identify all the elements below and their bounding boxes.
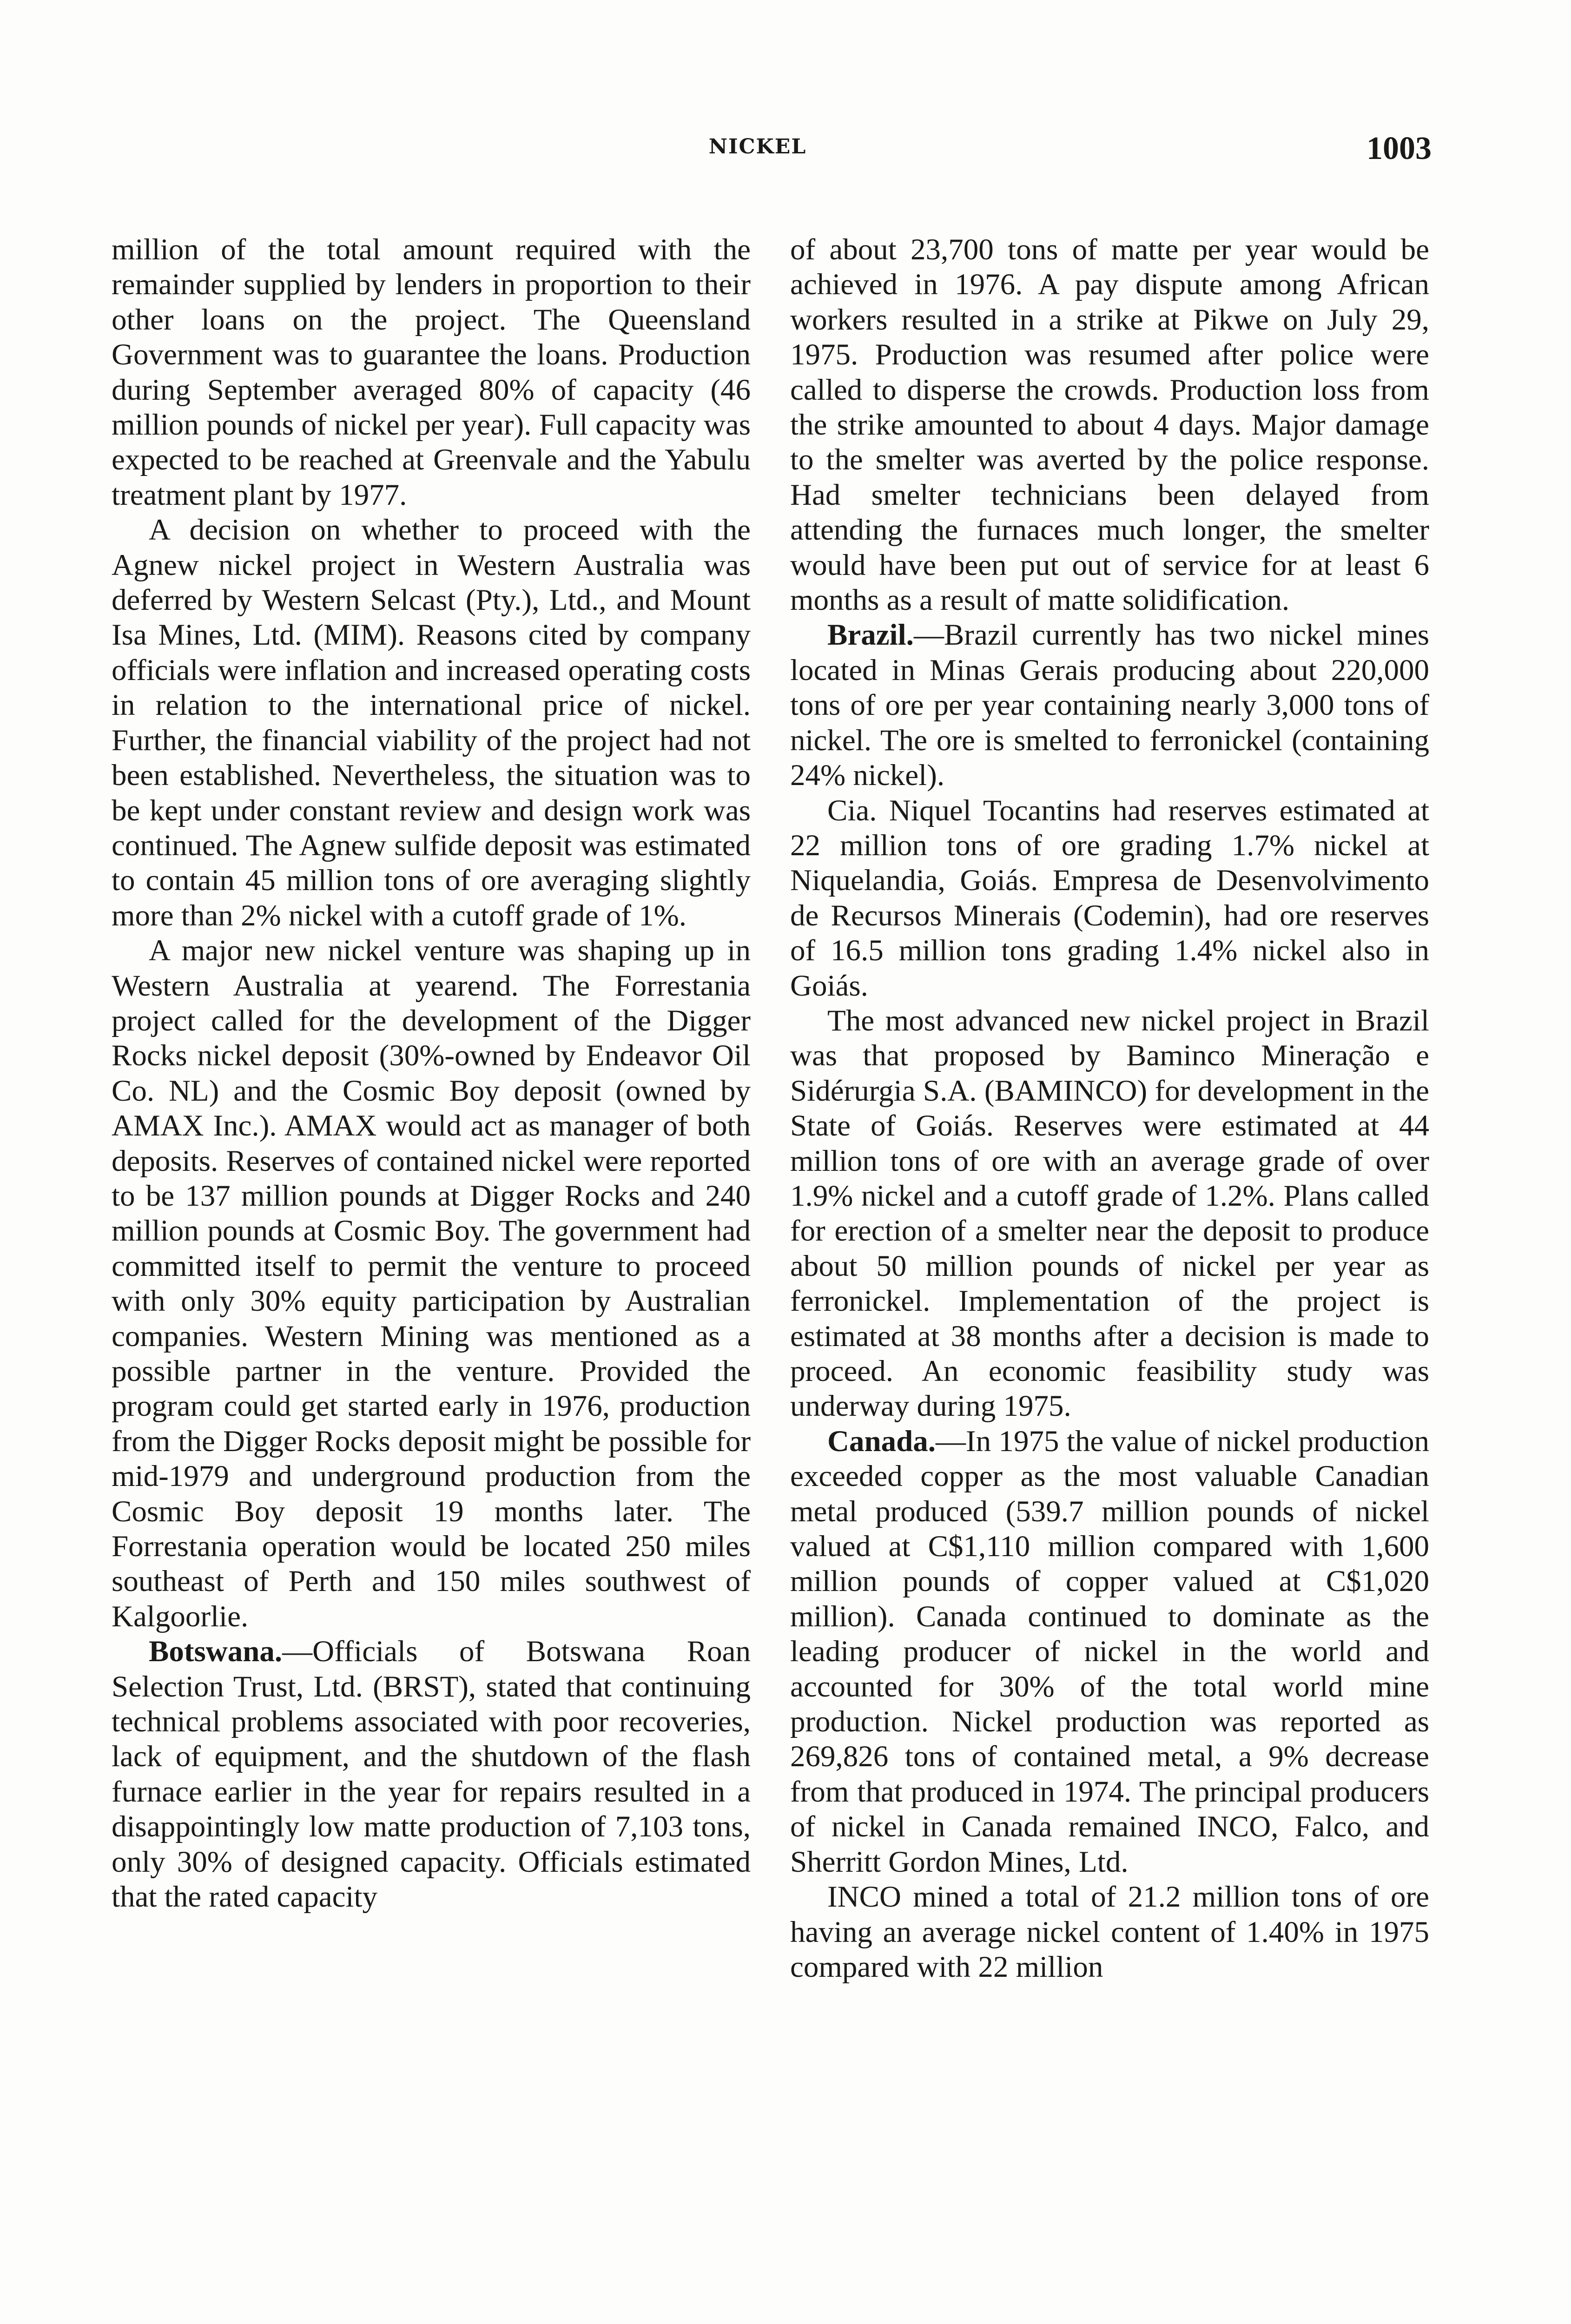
paragraph: A decision on whether to proceed with the Agnew nickel project in Western Australia was deferred by Western Selcast (Pty.), Ltd., and Mount Isa Mines, Ltd. (MIM). Reasons cited by company officials were inflation and increased operating costs in relation to the international price of nickel. Further, the financial viability of the project had not been established. Nevertheless, the situation was to be kept under constant review and design work was continued. The Agnew sulfide deposit was estimated to contain 45 million tons of ore averaging slightly more than 2% nickel with a cutoff grade of 1%. [112,513,751,932]
paragraph: A major new nickel venture was shaping up in Western Australia at yearend. The Forrestania project called for the development of the Digger Rocks nickel deposit (30%-owned by Endeavor Oil Co. NL) and the Cosmic Boy deposit (owned by AMAX Inc.). AMAX would act as manager of both deposits. Reserves of contained nickel were reported to be 137 million pounds at Digger Rocks and 240 million pounds at Cosmic Boy. The government had committed itself to permit the venture to proceed with only 30% equity participation by Australian companies. Western Mining was mentioned as a possible partner in the venture. Provided the program could get started early in 1976, production from the Digger Rocks deposit might be possible for mid-1979 and underground production from the Cosmic Boy deposit 19 months later. The Forrestania operation would be located 250 miles southeast of Perth and 150 miles southwest of Kalgoorlie. [112,934,751,1633]
right-column [790,232,1429,1985]
section-heading: Canada. [827,1424,936,1458]
running-head: NICKEL [708,135,807,158]
paragraph-text: —In 1975 the value of nickel production exceeded copper as the most valuable Canadian metal produced (539.7 million pounds of nickel valued at C$1,110 million compared with 1,600 million pounds of copper valued at C$1,020 million). Canada continued to dominate as the leading producer of nickel in the world and accounted for 30% of the total world mine production. Nickel production was reported as 269,826 tons of contained metal, a 9% decrease from that produced in 1974. The principal producers of nickel in Canada remained INCO, Falco, and Sherritt Gordon Mines, Ltd. [790,1424,1429,1879]
section-heading: Botswana. [149,1635,283,1669]
page-number: 1003 [1366,131,1432,166]
paragraph: INCO mined a total of 21.2 million tons of ore having an average nickel content of 1.40% in 1975 compared with 22 million [790,1880,1429,1984]
paragraph [790,618,1429,793]
paragraph [790,1424,1429,1880]
section-heading: Brazil. [827,618,914,652]
left-column [112,232,751,1915]
paragraph [112,1634,751,1915]
paragraph: of about 23,700 tons of matte per year would be achieved in 1976. A pay dispute among African workers resulted in a strike at Pikwe on July 29, 1975. Production was resumed after police were called to disperse the crowds. Production loss from the strike amounted to about 4 days. Major damage to the smelter was averted by the police response. Had smelter technicians been delayed from attending the furnaces much longer, the smelter would have been put out of service for at least 6 months as a result of matte solidification. [790,233,1429,617]
paragraph: The most advanced new nickel project in Brazil was that proposed by Baminco Mineração e Sidérurgia S.A. (BAMINCO) for development in the State of Goiás. Reserves were estimated at 44 million tons of ore with an average grade of over 1.9% nickel and a cutoff grade of 1.2%. Plans called for erection of a smelter near the deposit to produce about 50 million pounds of nickel per year as ferronickel. Implementation of the project is estimated at 38 months after a decision is made to proceed. An economic feasibility study was underway during 1975. [790,1004,1429,1423]
paragraph: million of the total amount required with the remainder supplied by lenders in proportion to their other loans on the project. The Queensland Government was to guarantee the loans. Production during September averaged 80% of capacity (46 million pounds of nickel per year). Full capacity was expected to be reached at Greenvale and the Yabulu treatment plant by 1977. [112,233,751,512]
paragraph-text: —Brazil currently has two nickel mines located in Minas Gerais producing about 220,000 tons of ore per year containing nearly 3,000 tons of nickel. The ore is smelted to ferronickel (containing 24% nickel). [790,618,1429,792]
paragraph: Cia. Niquel Tocantins had reserves estimated at 22 million tons of ore grading 1.7% nickel at Niquelandia, Goiás. Empresa de Desenvolvimento de Recursos Minerais (Codemin), had ore reserves of 16.5 million tons grading 1.4% nickel also in Goiás. [790,793,1429,1003]
paragraph-text: —Officials of Botswana Roan Selection Trust, Ltd. (BRST), stated that continuing technical problems associated with poor recoveries, lack of equipment, and the shutdown of the flash furnace earlier in the year for repairs resulted in a disappointingly low matte production of 7,103 tons, only 30% of designed capacity. Officials estimated that the rated capacity [112,1635,751,1914]
